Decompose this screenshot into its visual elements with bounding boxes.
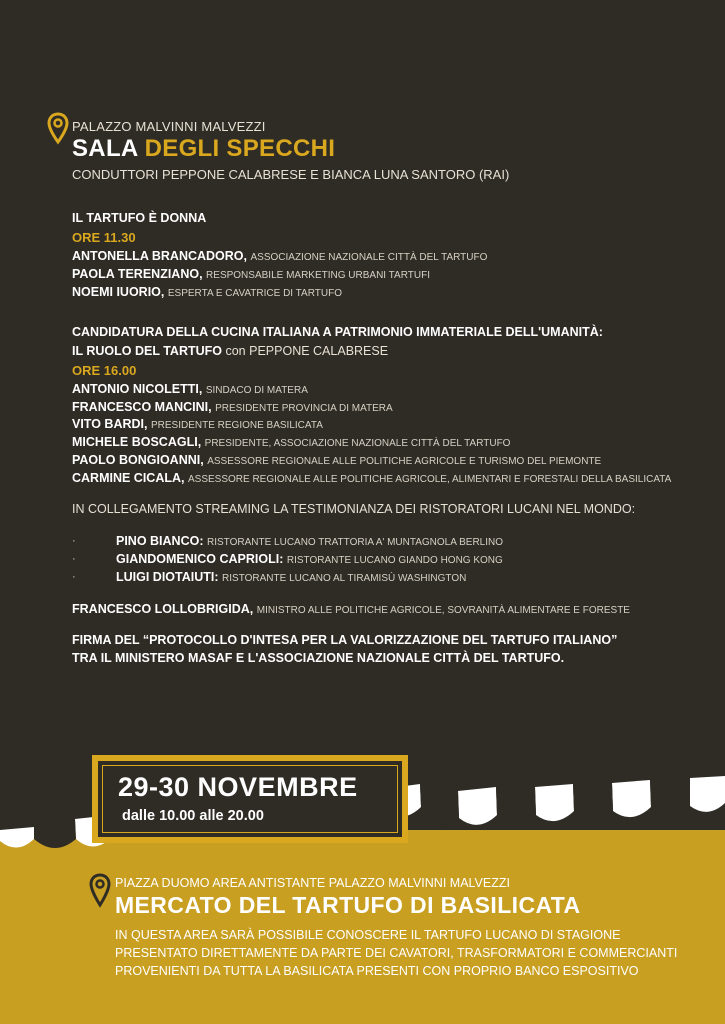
map-pin-icon — [47, 112, 69, 146]
restaurateur-line — [116, 534, 503, 548]
restaurateur-role: RISTORANTE LUCANO TRATTORIA A' MUNTAGNOLA BERLINO — [206, 537, 504, 548]
event-dates: 29-30 NOVEMBRE — [118, 772, 358, 802]
speaker-line — [72, 249, 487, 263]
speaker-name: NOEMI IUORIO, — [72, 285, 165, 299]
speaker-role: ASSESSORE REGIONALE ALLE POLITICHE AGRICOLE, ALIMENTARI E FORESTALI DELLA BASILICATA — [187, 474, 672, 485]
speaker-line — [72, 471, 671, 485]
signing-line-2: TRA IL MINISTERO MASAF E L'ASSOCIAZIONE NAZIONALE CITTÀ DEL TARTUFO. — [72, 651, 565, 665]
speaker-name: ANTONELLA BRANCADORO, — [72, 249, 247, 263]
speaker-name: MICHELE BOSCAGLI, — [72, 435, 202, 449]
bullet: · — [72, 553, 76, 565]
streaming-line: IN COLLEGAMENTO STREAMING LA TESTIMONIANZA DEI RISTORATORI LUCANI NEL MONDO: — [72, 502, 636, 516]
speaker-name: CARMINE CICALA, — [72, 471, 185, 485]
bullet: · — [72, 571, 76, 583]
minister-name: FRANCESCO LOLLOBRIGIDA, — [72, 602, 254, 616]
minister-line — [72, 602, 630, 616]
speaker-name: PAOLO BONGIOANNI, — [72, 453, 204, 467]
speaker-name: VITO BARDI, — [72, 417, 148, 431]
market-title: MERCATO DEL TARTUFO DI BASILICATA — [115, 892, 581, 918]
restaurateur-name: LUIGI DIOTAIUTI: — [116, 570, 219, 584]
signing-line-1: FIRMA DEL “PROTOCOLLO D'INTESA PER LA VALORIZZAZIONE DEL TARTUFO ITALIANO” — [72, 633, 618, 647]
speaker-role: ASSOCIAZIONE NAZIONALE CITTÀ DEL TARTUFO — [250, 252, 488, 263]
speaker-name: PAOLA TERENZIANO, — [72, 267, 203, 281]
speaker-role: PRESIDENTE, ASSOCIAZIONE NAZIONALE CITTÀ DEL TARTUFO — [204, 438, 511, 449]
speaker-line — [72, 267, 430, 281]
speaker-line — [72, 453, 601, 467]
restaurateur-role: RISTORANTE LUCANO GIANDO HONG KONG — [286, 555, 503, 566]
session2-time: ORE 16.00 — [72, 363, 137, 378]
restaurateur-role: RISTORANTE LUCANO AL TIRAMISÙ WASHINGTON — [222, 573, 467, 584]
hosts-line: CONDUTTORI PEPPONE CALABRESE E BIANCA LUNA SANTORO (RAI) — [72, 167, 510, 182]
restaurateur-name: PINO BIANCO: — [116, 534, 204, 548]
restaurateur-name: GIANDOMENICO CAPRIOLI: — [116, 552, 284, 566]
map-pin-icon — [89, 873, 111, 909]
market-desc-line: PRESENTATO DIRETTAMENTE DA PARTE DEI CAVATORI, TRASFORMATORI E COMMERCIANTI — [115, 946, 678, 960]
minister-role: MINISTRO ALLE POLITICHE AGRICOLE, SOVRANITÀ ALIMENTARE E FORESTE — [256, 605, 630, 616]
speaker-name: FRANCESCO MANCINI, — [72, 400, 212, 414]
speaker-line — [72, 400, 393, 414]
speaker-role: ASSESSORE REGIONALE ALLE POLITICHE AGRICOLE E TURISMO DEL PIEMONTE — [207, 456, 602, 467]
speaker-name: ANTONIO NICOLETTI, — [72, 382, 203, 396]
restaurateur-line — [116, 570, 466, 584]
speaker-role: PRESIDENTE REGIONE BASILICATA — [150, 420, 323, 431]
speaker-role: SINDACO DI MATERA — [205, 385, 308, 396]
event-hours: dalle 10.00 alle 20.00 — [122, 808, 264, 824]
speaker-line — [72, 435, 510, 449]
venue-title — [72, 135, 335, 163]
session2-guest: PEPPONE CALABRESE — [249, 344, 389, 358]
speaker-role: PRESIDENTE PROVINCIA DI MATERA — [215, 403, 393, 414]
speaker-line — [72, 285, 342, 299]
market-subtitle: PIAZZA DUOMO AREA ANTISTANTE PALAZZO MALVINNI MALVEZZI — [115, 876, 510, 890]
session2-title: CANDIDATURA DELLA CUCINA ITALIANA A PATRIMONIO IMMATERIALE DELL'UMANITÀ: — [72, 325, 603, 339]
market-desc-line: PROVENIENTI DA TUTTA LA BASILICATA PRESENTI CON PROPRIO BANCO ESPOSITIVO — [115, 964, 639, 978]
session2-con: con — [225, 344, 246, 358]
session2-topic: IL RUOLO DEL TARTUFO — [72, 344, 222, 358]
market-desc-line: IN QUESTA AREA SARÀ POSSIBILE CONOSCERE IL TARTUFO LUCANO DI STAGIONE — [115, 928, 621, 942]
speaker-role: ESPERTA E CAVATRICE DI TARTUFO — [167, 288, 342, 299]
bullet: · — [72, 535, 76, 547]
restaurateur-line — [116, 552, 503, 566]
session2-subtitle — [72, 344, 388, 358]
session1-title: IL TARTUFO È DONNA — [72, 211, 207, 225]
venue-title-part1: SALA — [72, 135, 138, 162]
speaker-role: RESPONSABILE MARKETING URBANI TARTUFI — [206, 270, 430, 281]
speaker-line — [72, 417, 323, 431]
session1-time: ORE 11.30 — [72, 230, 136, 245]
venue-subtitle: PALAZZO MALVINNI MALVEZZI — [72, 119, 266, 134]
speaker-line — [72, 382, 308, 396]
venue-title-part2: DEGLI SPECCHI — [144, 135, 336, 162]
